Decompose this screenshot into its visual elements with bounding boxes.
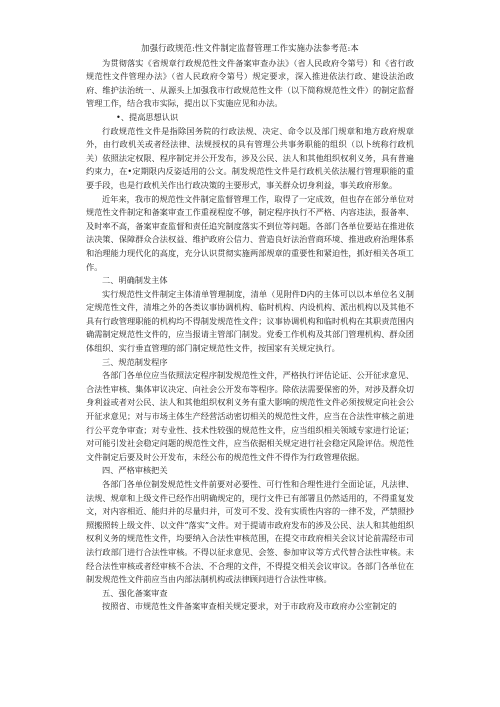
intro-paragraph: 为贯彻落实《省规章行政规范性文件备案审查办法》（省人民政府令第号）和《省行政规范性文件管理办法》（省人民政府令第号）规定要求，深入推进依法行政、建设法治政府、维护法治统一、从源头上加强我市行政规范性文件（以下简称规范性文件）的制定监督管理工作，结合我市实际，提出以下实施应见和办法。 (86, 57, 414, 109)
section-1-paragraph-2: 近年来，我市的规范性文件制定监督管理工作，取得了一定成效，但也存在部分单位对规范性文件制定和备案审查工作重视程度不够，制定程序执行不严格、内容违法，报备率、及时率不高，备案审查监督和责任追究制度落实不到位等问题。各部门各单位要站在推进依法决策、保障群众合法权益、维护政府公信力、营造良好法治营商环境、推进政府治理体系和治理能力现代化的高度，充分认识贯彻实施两部规章的重要性和紧迫性，抓好相关各项工作。 (86, 193, 414, 272)
section-3-paragraph-1: 各部门各单位应当依照法定程序制发规范性文件，严格执行评估论证、公开征求意见、合法性审核、集体审议决定、向社会公开发布等程序。除依法需要保密的外，对涉及群众切身利益或者对公民、法人和其他组织权利义务有重大影响的规范性文件必须按规定向社会公开征求意见；对与市场主体生产经营活动密切相关的规范性文件，应当在合法性审核之前进行公平竞争审查；对专业性、技术性较强的规范性文件，应当组织相关领域专家进行论证；对可能引发社会稳定问题的规范性文件，应当依据相关规定进行社会稳定风险评估。规范性文件制定后要及时公开发布，未经公布的规范性文件不得作为行政管理依据。 (86, 370, 414, 462)
section-1-paragraph-1: 行政规范性文件是指除国务院的行政法规、决定、命令以及部门规章和地方政府规章外，由行政机关或者经法律、法规授权的具有管理公共事务职能的组织（以卜统称行政机关）依照法定权限、程序制定并公开发布，涉及公民、法人和其他组织权利义务，具有普遍约束力，在•定期限内反姿适用的公文。制发规范性文件是行政机关依法履行管理职能的重要手段，也是行政机关作出行政决策的主要形式，事关群众切身利益，事关政府形象。 (86, 125, 414, 190)
document-page (86, 42, 414, 614)
section-heading-2: 二、明确制发主体 (102, 275, 168, 286)
section-heading-3: 三、规范制发程序 (102, 356, 168, 367)
section-heading-1: •、提高思想认识 (116, 111, 179, 122)
section-heading-5: 五、强化备案审查 (102, 587, 168, 598)
section-5-paragraph-1: 按照省、市规范性文件备案审查相关规定要求，对于市政府及市政府办公室制定的 (102, 601, 397, 612)
section-2-paragraph-1: 实行规范性文件制定主体清单管理制度，清单（见附件D内的主体可以以本单位名义制定规范性文件，清堆之外的各类议事协调机构、临时机构、内设机构、派出机构以及其他不具有行政管理职能的机构均不得制发规范性文件；议事协调机构和临时机构在其职责范围内确需制定规范性文件的，应当报请主管部门制发。党委工作机构及其部门管理机构、群众团体组织、实行垂直管理的部门制定规范性文件，按国家有关规定执行。 (86, 288, 414, 354)
section-heading-4: 四、严格审核把关 (102, 465, 168, 476)
section-4-paragraph-1: 各部门各单位制发规范性文件前要对必要性、可行性和合理性进行全面论证，凡法律、法规、规章和上级文件已经作出明确规定的，现行文件已有部署且仍然适用的，不得重复发文，对内容相近、能归并的尽量归并，可发可不发、没有实质性内容的一律不发，严禁照抄照搬照转上级文件、以文件“落实”文件。对于提请市政府发布的涉及公民、法人和其他组织权利义务的规范性文件，均要纳入合法性审核范围，在提交市政府相关会议讨论前需经市司法行政部门进行合法性审核。不得以征求意见、会签、参加审议等方式代替合法性审核。未经合法性审核或者经审核不合法、不合理的文件，不得提交相关会议审议。各部门各单位在制发规范性文件前应当由内部法制机构或法律顾问进行合法性审核。 (86, 479, 414, 585)
document-title: 加强行政规范:性文件制定监督管理工作实施办法参考范:本 (141, 43, 359, 53)
